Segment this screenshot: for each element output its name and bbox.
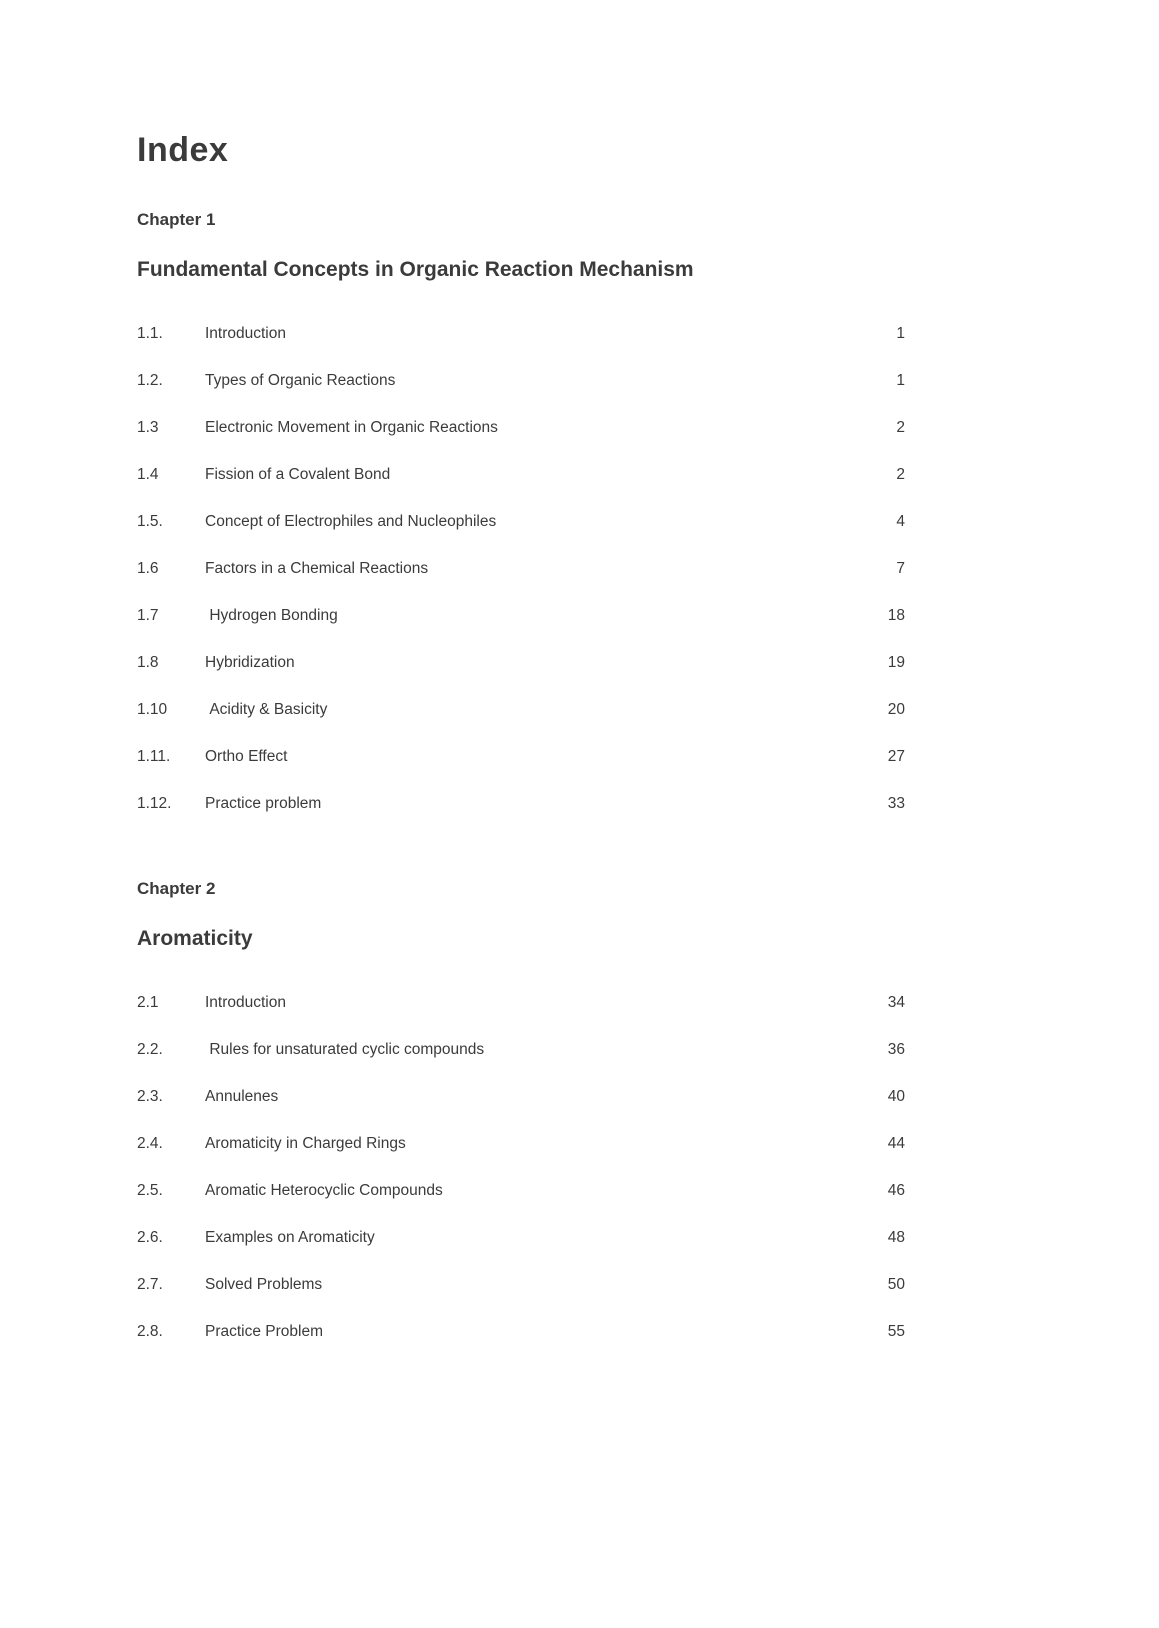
toc-entry-page-number: 2 <box>896 418 905 436</box>
toc-entry-page-number: 27 <box>887 747 905 765</box>
toc-entry-number: 2.6. <box>137 1228 163 1246</box>
toc-entry-page-number: 34 <box>887 993 905 1011</box>
toc-entry-number: 1.6 <box>137 559 159 577</box>
toc-entry-number: 1.11. <box>137 747 171 765</box>
toc-entry-row <box>137 1120 905 1167</box>
toc-entry-number: 1.8 <box>137 653 159 671</box>
toc-entry-row <box>137 404 905 451</box>
toc-entry-title: Types of Organic Reactions <box>205 371 396 389</box>
chapter-title: Aromaticity <box>137 927 253 950</box>
toc-entry-number: 1.2. <box>137 371 163 389</box>
toc-entry-page-number: 48 <box>887 1228 905 1246</box>
toc-entry-row <box>137 1261 905 1308</box>
toc-entry-page-number: 7 <box>896 559 905 577</box>
toc-entry-title: Examples on Aromaticity <box>205 1228 375 1246</box>
toc-entry-title: Rules for unsaturated cyclic compounds <box>205 1040 485 1058</box>
toc-entry-row <box>137 780 905 827</box>
toc-entry-title: Factors in a Chemical Reactions <box>205 559 429 577</box>
toc-entries <box>137 310 905 827</box>
toc-entry-title: Electronic Movement in Organic Reactions <box>205 418 498 436</box>
chapter-title: Fundamental Concepts in Organic Reaction Mechanism <box>137 258 694 281</box>
toc-entry-page-number: 40 <box>887 1087 905 1105</box>
toc-entry-number: 1.10 <box>137 700 168 718</box>
toc-entry-row <box>137 498 905 545</box>
document-page <box>137 128 905 1355</box>
toc-entry-title: Practice problem <box>205 794 322 812</box>
toc-entry-title: Introduction <box>205 993 286 1011</box>
chapter-section <box>137 208 905 827</box>
toc-entry-page-number: 46 <box>887 1181 905 1199</box>
page-title: Index <box>137 131 229 169</box>
toc-entry-page-number: 36 <box>887 1040 905 1058</box>
toc-entry-title: Aromaticity in Charged Rings <box>205 1134 406 1152</box>
toc-entry-number: 1.4 <box>137 465 159 483</box>
toc-entry-number: 1.12. <box>137 794 172 812</box>
toc-entry-number: 2.4. <box>137 1134 163 1152</box>
toc-entry-page-number: 33 <box>887 794 905 812</box>
toc-entry-row <box>137 1214 905 1261</box>
toc-entry-page-number: 44 <box>887 1134 905 1152</box>
toc-entry-title: Concept of Electrophiles and Nucleophiles <box>205 512 497 530</box>
toc-entry-page-number: 19 <box>887 653 905 671</box>
toc-entry-number: 2.3. <box>137 1087 163 1105</box>
toc-entry-title: Practice Problem <box>205 1322 324 1340</box>
toc-entry-number: 1.1. <box>137 324 163 342</box>
toc-entry-page-number: 20 <box>887 700 905 718</box>
toc-entry-number: 2.1 <box>137 993 159 1011</box>
toc-entry-number: 1.5. <box>137 512 163 530</box>
toc-entry-title: Solved Problems <box>205 1275 323 1293</box>
toc-entry-row <box>137 310 905 357</box>
toc-entry-page-number: 4 <box>896 512 905 530</box>
toc-entry-number: 2.8. <box>137 1322 163 1340</box>
toc-entry-number: 1.3 <box>137 418 159 436</box>
toc-entry-title: Acidity & Basicity <box>205 700 328 718</box>
toc-entry-row <box>137 639 905 686</box>
toc-entry-number: 2.5. <box>137 1181 163 1199</box>
toc-entry-row <box>137 686 905 733</box>
toc-entry-page-number: 55 <box>887 1322 905 1340</box>
toc-entry-row <box>137 1167 905 1214</box>
toc-entry-title: Hydrogen Bonding <box>205 606 338 624</box>
toc-entry-page-number: 1 <box>896 371 905 389</box>
toc-entry-row <box>137 451 905 498</box>
chapter-section <box>137 877 905 1355</box>
toc-entry-title: Ortho Effect <box>205 747 288 765</box>
toc-entry-title: Fission of a Covalent Bond <box>205 465 391 483</box>
chapter-label: Chapter 1 <box>137 210 216 229</box>
toc-entry-number: 2.7. <box>137 1275 163 1293</box>
toc-entry-title: Hybridization <box>205 653 295 671</box>
toc-entry-title: Aromatic Heterocyclic Compounds <box>205 1181 443 1199</box>
toc-entry-number: 1.7 <box>137 606 159 624</box>
toc-entry-row <box>137 357 905 404</box>
toc-entry-title: Introduction <box>205 324 286 342</box>
toc-entry-title: Annulenes <box>205 1087 279 1105</box>
toc-entry-page-number: 1 <box>896 324 905 342</box>
toc-entry-number: 2.2. <box>137 1040 163 1058</box>
toc-entries <box>137 979 905 1355</box>
toc-entry-page-number: 18 <box>887 606 905 624</box>
toc-entry-row <box>137 1308 905 1355</box>
toc-entry-page-number: 50 <box>887 1275 905 1293</box>
chapters-container <box>137 208 905 1355</box>
toc-entry-row <box>137 1026 905 1073</box>
toc-entry-row <box>137 545 905 592</box>
toc-entry-row <box>137 592 905 639</box>
toc-entry-row <box>137 1073 905 1120</box>
toc-entry-page-number: 2 <box>896 465 905 483</box>
chapter-label: Chapter 2 <box>137 879 216 898</box>
toc-entry-row <box>137 733 905 780</box>
toc-entry-row <box>137 979 905 1026</box>
